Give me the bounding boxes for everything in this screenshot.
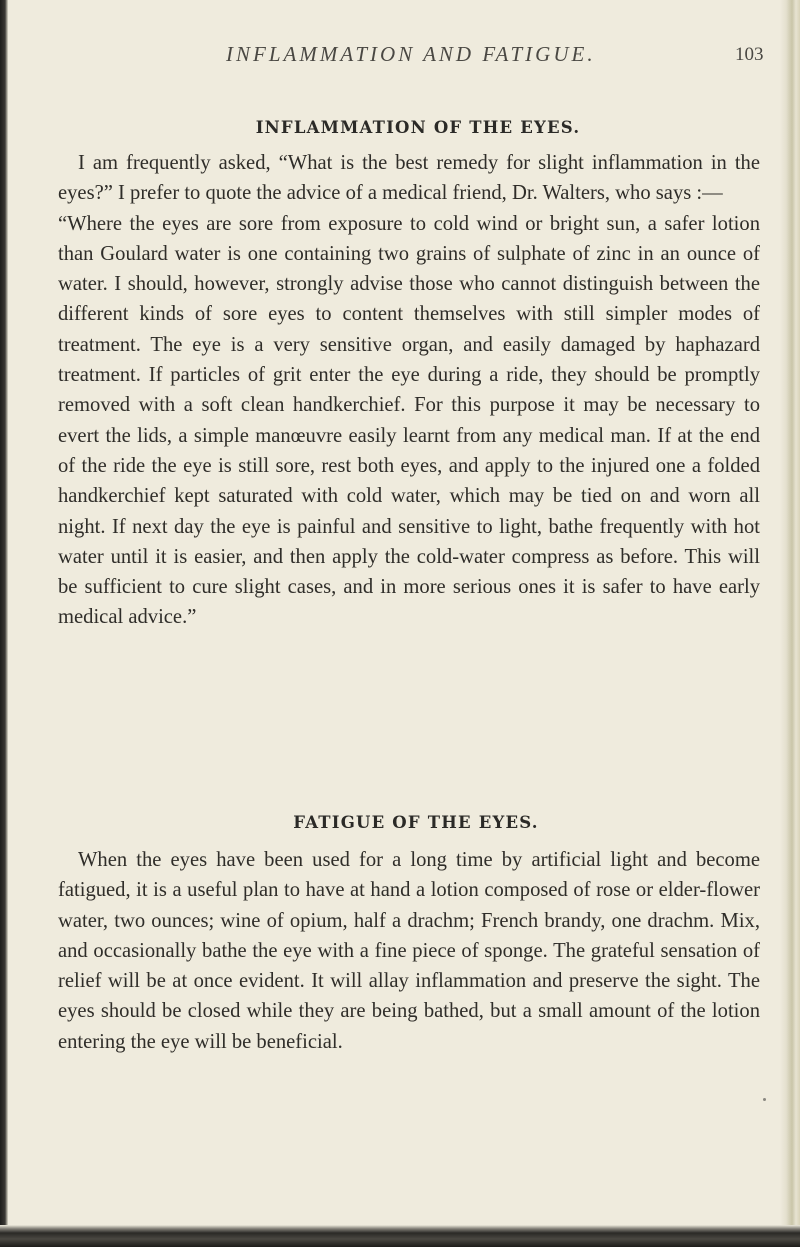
- section-body-inflammation: [58, 148, 760, 633]
- paragraph: I am frequently asked, “What is the best remedy for slight inflammation in the eyes?” I prefer to quote the advice of a medical friend, Dr. Walters, who says :—: [58, 152, 760, 205]
- binding-edge: [0, 0, 8, 1247]
- paragraph: “Where the eyes are sore from exposure to cold wind or bright sun, a safer lotion than Goulard water is one containing two grains of sulphate of zinc in an ounce of water. I should, however, strongly advise those who cannot distinguish between the different kinds of sore eyes to content themselves with still simpler modes of treatment. The eye is a very sensitive organ, and easily damaged by haphazard treatment. If particles of grit enter the eye during a ride, they should be promptly removed with a soft clean handkerchief. For this purpose it may be necessary to evert the lids, a simple manœuvre easily learnt from any medical man. If at the end of the ride the eye is still sore, rest both eyes, and apply to the injured one a folded handkerchief kept saturated with cold water, which may be tied on and worn all night. If next day the eye is painful and sensitive to light, bathe frequently with hot water until it is easier, and then apply the cold-water compress as before. This will be sufficient to cure slight cases, and in more serious ones it is safer to have early medical advice.”: [58, 212, 760, 629]
- section-heading-fatigue: FATIGUE OF THE EYES.: [293, 813, 539, 832]
- section-heading-inflammation: INFLAMMATION OF THE EYES.: [255, 118, 581, 137]
- section-body-fatigue: [58, 845, 760, 1057]
- running-title: INFLAMMATION AND FATIGUE.: [226, 42, 596, 66]
- page-number: 103: [735, 44, 764, 65]
- paragraph: When the eyes have been used for a long time by artificial light and become fatigued, it is a useful plan to have at hand a lotion composed of rose or elder-flower water, two ounces; wine of opium, half a drachm; French brandy, one drachm. Mix, and occasionally bathe the eye with a fine piece of sponge. The grateful sensation of relief will be at once evident. It will allay inflammation and preserve the sight. The eyes should be closed while they are being bathed, but a small amount of the lotion entering the eye will be beneficial.: [58, 849, 760, 1053]
- page-edge-bottom: [0, 1225, 800, 1247]
- ink-speck: [763, 1098, 766, 1101]
- page-edge-right: [780, 0, 800, 1247]
- running-head: [0, 42, 800, 76]
